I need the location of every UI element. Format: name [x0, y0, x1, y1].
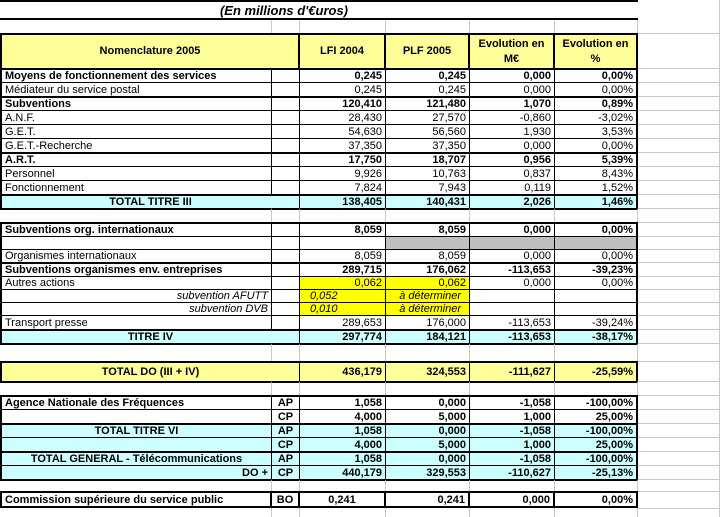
evol-pct-cell[interactable]: -100,00% [555, 451, 638, 465]
row-titre-iv [0, 329, 724, 343]
lfi-cell[interactable]: 138,405 [300, 194, 386, 208]
lfi-cell[interactable]: 297,774 [300, 329, 386, 343]
label-cell[interactable]: Médiateur du service postal [0, 82, 272, 96]
sub-cell[interactable] [272, 276, 300, 289]
plf-cell[interactable]: 324,553 [386, 361, 470, 381]
evol-pct-cell[interactable] [555, 236, 638, 249]
grid-filler-cell [638, 315, 720, 329]
evol-me-cell[interactable]: 1,930 [470, 124, 555, 138]
row-commission [0, 491, 724, 508]
grid-filler-cell [638, 236, 720, 249]
plf-cell[interactable]: 8,059 [386, 222, 470, 236]
sub-cell[interactable] [272, 289, 300, 302]
sub-cell[interactable]: CP [272, 465, 300, 479]
grid-filler-cell [638, 152, 720, 166]
grid-filler-cell [638, 491, 720, 508]
label-cell[interactable]: Subventions org. internationaux [0, 222, 272, 236]
row-moyens-fonctionnement [0, 68, 724, 82]
evol-me-cell[interactable]: 0,000 [470, 249, 555, 262]
evol-pct-cell[interactable]: 1,52% [555, 180, 638, 194]
evol-pct-cell[interactable] [555, 302, 638, 315]
label-cell[interactable]: TOTAL DO (III + IV) [0, 361, 300, 381]
lfi-cell[interactable]: 440,179 [300, 465, 386, 479]
sub-cell[interactable] [272, 152, 300, 166]
row-anf-cp [0, 409, 724, 423]
header-row [0, 33, 724, 68]
lfi-cell[interactable]: 8,059 [300, 249, 386, 262]
evol-me-cell[interactable]: 0,956 [470, 152, 555, 166]
units-note: (En millions d'€uros) [0, 0, 638, 20]
lfi-cell[interactable] [300, 236, 386, 249]
evol-pct-cell[interactable]: 5,39% [555, 152, 638, 166]
grid-filler-cell [638, 276, 720, 289]
lfi-cell[interactable]: 8,059 [300, 222, 386, 236]
evol-me-cell[interactable] [470, 289, 555, 302]
row-subvention-dvb [0, 302, 724, 315]
label-cell[interactable]: DO + [0, 465, 272, 479]
grid-filler-cell [638, 361, 720, 381]
sub-cell[interactable]: AP [272, 423, 300, 437]
sub-cell[interactable] [272, 82, 300, 96]
evol-pct-cell[interactable] [555, 289, 638, 302]
evol-me-cell[interactable]: 0,000 [470, 222, 555, 236]
grid-filler-cell [638, 110, 720, 124]
evol-me-cell[interactable]: -0,860 [470, 110, 555, 124]
row-gray-band [0, 236, 724, 249]
lfi-cell[interactable]: 17,750 [300, 152, 386, 166]
plf-cell[interactable]: 8,059 [386, 249, 470, 262]
evol-me-cell[interactable]: 1,000 [470, 437, 555, 451]
grid-filler-cell [638, 437, 720, 451]
grid-filler-cell [638, 82, 720, 96]
label-cell[interactable]: subvention AFUTT [0, 289, 272, 302]
evol-me-cell[interactable]: 0,837 [470, 166, 555, 180]
evol-pct-cell[interactable]: 1,46% [555, 194, 638, 208]
evol-me-cell[interactable]: 0,000 [470, 276, 555, 289]
grid-spacer-row [0, 381, 724, 395]
grid-spacer-row [0, 20, 724, 33]
lfi-cell[interactable]: 289,653 [300, 315, 386, 329]
plf-cell[interactable]: 18,707 [386, 152, 470, 166]
evol-me-cell[interactable]: 0,000 [470, 491, 555, 508]
evol-pct-cell[interactable]: 0,00% [555, 249, 638, 262]
row-organismes-internationaux [0, 249, 724, 262]
sub-cell[interactable] [272, 236, 300, 249]
evol-me-cell[interactable] [470, 302, 555, 315]
row-transport-presse [0, 315, 724, 329]
grid-filler-cell [638, 465, 720, 479]
label-cell[interactable] [0, 437, 272, 451]
row-total-titre-vi-ap [0, 423, 724, 437]
plf-cell[interactable]: à déterminer [386, 289, 470, 302]
plf-cell[interactable] [386, 236, 470, 249]
label-cell[interactable]: Transport presse [0, 315, 272, 329]
grid-filler-cell [638, 138, 720, 152]
row-autres-actions [0, 276, 724, 289]
label-cell[interactable]: Moyens de fonctionnement des services [0, 68, 272, 82]
evol-pct-cell[interactable]: 8,43% [555, 166, 638, 180]
sub-cell[interactable] [272, 315, 300, 329]
grid-filler-cell [638, 68, 720, 82]
plf-cell[interactable]: 0,062 [386, 276, 470, 289]
grid-filler-cell [638, 166, 720, 180]
label-cell[interactable] [0, 409, 272, 423]
plf-cell[interactable]: 121,480 [386, 96, 470, 110]
evol-pct-cell[interactable]: 0,00% [555, 222, 638, 236]
evol-pct-cell[interactable]: -25,13% [555, 465, 638, 479]
label-cell[interactable]: Subventions organismes env. entreprises [0, 262, 272, 276]
evol-me-cell[interactable]: -113,653 [470, 329, 555, 343]
plf-cell[interactable]: 37,350 [386, 138, 470, 152]
evol-pct-cell[interactable]: 0,00% [555, 82, 638, 96]
evol-pct-cell[interactable]: 0,89% [555, 96, 638, 110]
grid-filler-cell [638, 381, 720, 395]
evol-pct-cell[interactable]: -38,17% [555, 329, 638, 343]
sub-cell[interactable] [272, 302, 300, 315]
evol-me-cell[interactable]: -110,627 [470, 465, 555, 479]
evol-me-cell[interactable]: 0,119 [470, 180, 555, 194]
grid-filler-cell [638, 222, 720, 236]
evol-pct-cell[interactable]: 25,00% [555, 437, 638, 451]
plf-cell[interactable]: 7,943 [386, 180, 470, 194]
plf-cell[interactable]: 0,000 [386, 423, 470, 437]
plf-cell[interactable]: 176,062 [386, 262, 470, 276]
grid-spacer-row [0, 479, 724, 491]
label-cell[interactable]: Commission supérieure du service public [0, 491, 272, 508]
plf-cell[interactable]: à déterminer [386, 302, 470, 315]
plf-cell[interactable]: 0,241 [386, 491, 470, 508]
evol-pct-cell[interactable]: 0,00% [555, 68, 638, 82]
grid-filler-cell [638, 0, 720, 20]
grid-filler-cell [638, 33, 720, 68]
evol-pct-cell[interactable]: -100,00% [555, 395, 638, 409]
label-cell[interactable]: TOTAL GENERAL - Télécommunications [0, 451, 272, 465]
plf-cell[interactable]: 0,000 [386, 395, 470, 409]
row-total-general-cp [0, 465, 724, 479]
lfi-cell[interactable]: 120,410 [300, 96, 386, 110]
label-cell[interactable]: subvention DVB [0, 302, 272, 315]
sub-cell[interactable]: AP [272, 395, 300, 409]
grid-spacer-row [0, 508, 724, 517]
row-total-do [0, 361, 724, 381]
lfi-cell[interactable]: 0,245 [300, 68, 386, 82]
row-get-recherche [0, 138, 724, 152]
plf-cell[interactable]: 176,000 [386, 315, 470, 329]
sub-cell[interactable]: BO [272, 491, 300, 508]
evol-pct-cell[interactable]: -100,00% [555, 423, 638, 437]
lfi-cell[interactable]: 9,926 [300, 166, 386, 180]
row-subventions-organismes-env [0, 262, 724, 276]
evol-me-cell[interactable]: -1,058 [470, 451, 555, 465]
grid-filler-cell [638, 96, 720, 110]
sub-cell[interactable] [272, 222, 300, 236]
col-header-evolution-pct[interactable]: Evolution en % [555, 33, 638, 68]
sub-cell[interactable] [272, 262, 300, 276]
plf-cell[interactable]: 0,245 [386, 82, 470, 96]
evol-pct-cell[interactable]: -39,24% [555, 315, 638, 329]
label-cell[interactable]: G.E.T.-Recherche [0, 138, 272, 152]
label-cell[interactable]: TOTAL TITRE VI [0, 423, 272, 437]
col-header-plf-2005[interactable]: PLF 2005 [386, 33, 470, 68]
plf-cell[interactable]: 56,560 [386, 124, 470, 138]
sub-cell[interactable] [272, 68, 300, 82]
grid-filler-cell [638, 289, 720, 302]
evol-pct-cell[interactable]: -25,59% [555, 361, 638, 381]
evol-pct-cell[interactable]: -3,02% [555, 110, 638, 124]
row-total-general-ap [0, 451, 724, 465]
plf-cell[interactable]: 27,570 [386, 110, 470, 124]
evol-pct-cell[interactable]: 0,00% [555, 276, 638, 289]
row-subvention-afutt [0, 289, 724, 302]
grid-filler-cell [638, 302, 720, 315]
grid-filler-cell [638, 423, 720, 437]
evol-me-cell[interactable] [470, 236, 555, 249]
sub-cell[interactable] [272, 249, 300, 262]
evol-me-cell[interactable]: 0,000 [470, 82, 555, 96]
evol-pct-cell[interactable]: 0,00% [555, 491, 638, 508]
grid-filler-cell [638, 395, 720, 409]
sub-cell[interactable]: CP [272, 437, 300, 451]
sub-cell[interactable] [272, 166, 300, 180]
row-total-titre-iii [0, 194, 724, 208]
evol-me-cell[interactable]: 0,000 [470, 138, 555, 152]
evol-me-cell[interactable]: 2,026 [470, 194, 555, 208]
sub-cell[interactable]: CP [272, 409, 300, 423]
evol-me-cell[interactable]: -1,058 [470, 395, 555, 409]
lfi-cell[interactable]: 0,062 [300, 276, 386, 289]
plf-cell[interactable]: 10,763 [386, 166, 470, 180]
evol-me-cell[interactable]: 1,070 [470, 96, 555, 110]
lfi-cell[interactable]: 289,715 [300, 262, 386, 276]
lfi-cell[interactable]: 436,179 [300, 361, 386, 381]
grid-filler-cell [638, 343, 720, 361]
row-subventions-org-internationaux [0, 222, 724, 236]
grid-filler-cell [638, 194, 720, 208]
plf-cell[interactable]: 140,431 [386, 194, 470, 208]
row-subventions [0, 96, 724, 110]
label-cell[interactable] [0, 236, 272, 249]
grid-filler-cell [638, 124, 720, 138]
lfi-cell[interactable]: 54,630 [300, 124, 386, 138]
label-cell[interactable]: Organismes internationaux [0, 249, 272, 262]
label-cell[interactable]: G.E.T. [0, 124, 272, 138]
row-total-titre-vi-cp [0, 437, 724, 451]
sub-cell[interactable]: AP [272, 451, 300, 465]
lfi-cell[interactable]: 4,000 [300, 437, 386, 451]
lfi-cell[interactable]: 0,245 [300, 82, 386, 96]
sub-cell[interactable] [272, 124, 300, 138]
lfi-cell[interactable]: 0,241 [300, 491, 386, 508]
lfi-cell[interactable]: 0,052 [300, 289, 386, 302]
label-cell[interactable]: Agence Nationale des Fréquences [0, 395, 272, 409]
grid-spacer-row [0, 343, 724, 361]
lfi-cell[interactable]: 1,058 [300, 395, 386, 409]
row-get [0, 124, 724, 138]
grid-filler-cell [638, 180, 720, 194]
label-cell[interactable]: Subventions [0, 96, 272, 110]
plf-cell[interactable]: 0,245 [386, 68, 470, 82]
label-cell[interactable]: Autres actions [0, 276, 272, 289]
lfi-cell[interactable]: 7,824 [300, 180, 386, 194]
label-cell[interactable]: Personnel [0, 166, 272, 180]
evol-me-cell[interactable]: 0,000 [470, 68, 555, 82]
grid-filler-cell [638, 249, 720, 262]
col-header-evolution-me[interactable]: Evolution en M€ [470, 33, 555, 68]
col-header-nomenclature[interactable]: Nomenclature 2005 [0, 33, 300, 68]
lfi-cell[interactable]: 1,058 [300, 451, 386, 465]
col-header-lfi-2004[interactable]: LFI 2004 [300, 33, 386, 68]
plf-cell[interactable]: 5,000 [386, 437, 470, 451]
plf-cell[interactable]: 0,000 [386, 451, 470, 465]
evol-me-cell[interactable]: -113,653 [470, 262, 555, 276]
grid-filler-cell [638, 208, 720, 222]
plf-cell[interactable]: 184,121 [386, 329, 470, 343]
lfi-cell[interactable]: 28,430 [300, 110, 386, 124]
label-cell[interactable]: A.N.F. [0, 110, 272, 124]
row-personnel [0, 166, 724, 180]
sub-cell[interactable] [272, 180, 300, 194]
sub-cell[interactable] [272, 138, 300, 152]
grid-filler-cell [638, 479, 720, 491]
lfi-cell[interactable]: 0,010 [300, 302, 386, 315]
label-cell[interactable]: Fonctionnement [0, 180, 272, 194]
label-cell[interactable]: TOTAL TITRE III [0, 194, 300, 208]
grid-filler-cell [638, 409, 720, 423]
grid-filler-cell [638, 451, 720, 465]
evol-pct-cell[interactable]: -39,23% [555, 262, 638, 276]
grid-filler-cell [638, 262, 720, 276]
sub-cell[interactable] [272, 110, 300, 124]
row-anf-ap [0, 395, 724, 409]
row-art [0, 152, 724, 166]
row-fonctionnement [0, 180, 724, 194]
row-anf [0, 110, 724, 124]
evol-me-cell[interactable]: 1,000 [470, 409, 555, 423]
grid-filler-cell [638, 508, 720, 517]
row-mediateur [0, 82, 724, 96]
evol-pct-cell[interactable]: 25,00% [555, 409, 638, 423]
plf-cell[interactable]: 5,000 [386, 409, 470, 423]
sub-cell[interactable] [272, 96, 300, 110]
label-cell[interactable]: TITRE IV [0, 329, 300, 343]
plf-cell[interactable]: 329,553 [386, 465, 470, 479]
grid-filler-cell [638, 20, 720, 33]
label-cell[interactable]: A.R.T. [0, 152, 272, 166]
grid-filler-cell [638, 329, 720, 343]
lfi-cell[interactable]: 37,350 [300, 138, 386, 152]
evol-pct-cell[interactable]: 0,00% [555, 138, 638, 152]
lfi-cell[interactable]: 1,058 [300, 423, 386, 437]
evol-me-cell[interactable]: -1,058 [470, 423, 555, 437]
evol-me-cell[interactable]: -113,653 [470, 315, 555, 329]
grid-spacer-row [0, 208, 724, 222]
evol-me-cell[interactable]: -111,627 [470, 361, 555, 381]
lfi-cell[interactable]: 4,000 [300, 409, 386, 423]
evol-pct-cell[interactable]: 3,53% [555, 124, 638, 138]
units-note-row [0, 0, 724, 20]
